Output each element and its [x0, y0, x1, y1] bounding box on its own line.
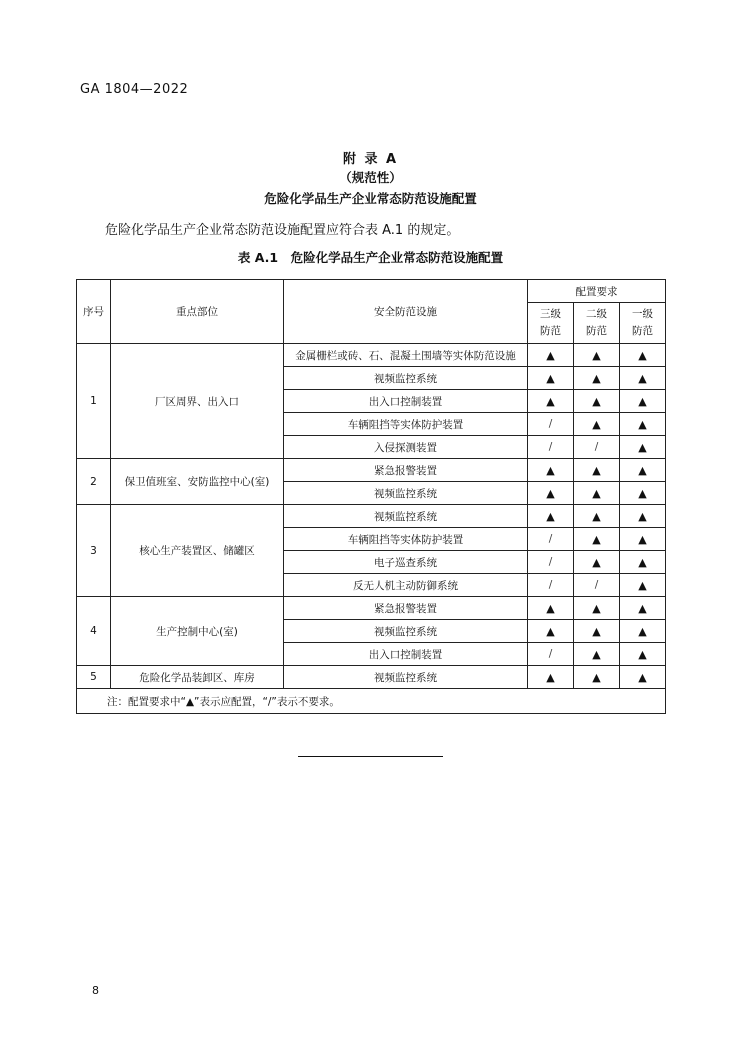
config-mark-l2: ▲ [574, 344, 620, 367]
config-mark-l1: ▲ [620, 505, 666, 528]
config-mark-l2: ▲ [574, 459, 620, 482]
config-mark-l1: ▲ [620, 459, 666, 482]
config-mark-l3: / [528, 643, 574, 666]
intro-paragraph: 危险化学品生产企业常态防范设施配置应符合表 A.1 的规定。 [105, 223, 460, 238]
config-mark-l2: ▲ [574, 620, 620, 643]
config-mark-l3: ▲ [528, 459, 574, 482]
header-seq: 序号 [77, 280, 111, 344]
config-mark-l2: ▲ [574, 390, 620, 413]
table-row [77, 597, 666, 620]
config-mark-l3: ▲ [528, 666, 574, 689]
table-caption: 表 A.1 危险化学品生产企业常态防范设施配置 [237, 250, 504, 265]
config-mark-l3: ▲ [528, 620, 574, 643]
config-mark-l3: / [528, 413, 574, 436]
config-mark-l3: ▲ [528, 482, 574, 505]
config-mark-l1: ▲ [620, 390, 666, 413]
header-location: 重点部位 [111, 280, 284, 344]
header-level1: 一级 防范 [620, 303, 666, 344]
config-mark-l2: ▲ [574, 551, 620, 574]
config-mark-l3: / [528, 551, 574, 574]
row-facility: 紧急报警装置 [284, 459, 528, 482]
config-mark-l2: ▲ [574, 505, 620, 528]
row-facility: 视频监控系统 [284, 482, 528, 505]
config-mark-l2: ▲ [574, 482, 620, 505]
table-row [77, 505, 666, 528]
header-level3: 三级 防范 [528, 303, 574, 344]
config-mark-l1: ▲ [620, 643, 666, 666]
config-mark-l1: ▲ [620, 367, 666, 390]
config-mark-l3: ▲ [528, 390, 574, 413]
row-location: 厂区周界、出入口 [111, 344, 284, 459]
config-mark-l3: / [528, 574, 574, 597]
header-config: 配置要求 [528, 280, 666, 303]
config-mark-l2: ▲ [574, 643, 620, 666]
row-facility: 车辆阻挡等实体防护装置 [284, 528, 528, 551]
config-mark-l2: ▲ [574, 597, 620, 620]
config-mark-l1: ▲ [620, 574, 666, 597]
row-seq: 1 [77, 344, 111, 459]
row-facility: 视频监控系统 [284, 620, 528, 643]
config-mark-l2: ▲ [574, 666, 620, 689]
table-note-row [77, 689, 666, 714]
row-facility: 反无人机主动防御系统 [284, 574, 528, 597]
row-facility: 视频监控系统 [284, 666, 528, 689]
row-location: 生产控制中心(室) [111, 597, 284, 666]
config-mark-l1: ▲ [620, 413, 666, 436]
table-row [77, 666, 666, 689]
row-facility: 车辆阻挡等实体防护装置 [284, 413, 528, 436]
row-seq: 3 [77, 505, 111, 597]
config-mark-l1: ▲ [620, 620, 666, 643]
table-note: 注：配置要求中“▲”表示应配置，“/”表示不要求。 [77, 689, 666, 714]
config-mark-l1: ▲ [620, 528, 666, 551]
end-rule [298, 756, 443, 757]
row-location: 危险化学品装卸区、库房 [111, 666, 284, 689]
config-mark-l1: ▲ [620, 344, 666, 367]
header-facility: 安全防范设施 [284, 280, 528, 344]
config-mark-l2: ▲ [574, 413, 620, 436]
page-number: 8 [92, 984, 99, 997]
header-level2: 二级 防范 [574, 303, 620, 344]
config-mark-l3: / [528, 436, 574, 459]
config-mark-l2: / [574, 436, 620, 459]
config-mark-l3: / [528, 528, 574, 551]
config-mark-l1: ▲ [620, 597, 666, 620]
row-facility: 出入口控制装置 [284, 390, 528, 413]
config-mark-l3: ▲ [528, 597, 574, 620]
config-mark-l1: ▲ [620, 436, 666, 459]
row-facility: 紧急报警装置 [284, 597, 528, 620]
table-row [77, 459, 666, 482]
row-facility: 出入口控制装置 [284, 643, 528, 666]
config-mark-l1: ▲ [620, 482, 666, 505]
config-mark-l2: / [574, 574, 620, 597]
appendix-title: 附 录 A [342, 152, 399, 167]
config-mark-l3: ▲ [528, 344, 574, 367]
config-mark-l2: ▲ [574, 528, 620, 551]
row-location: 核心生产装置区、储罐区 [111, 505, 284, 597]
appendix-name: 危险化学品生产企业常态防范设施配置 [264, 191, 477, 206]
config-mark-l1: ▲ [620, 551, 666, 574]
row-facility: 金属栅栏或砖、石、混凝土围墙等实体防范设施 [284, 344, 528, 367]
row-seq: 4 [77, 597, 111, 666]
row-facility: 视频监控系统 [284, 505, 528, 528]
config-mark-l3: ▲ [528, 367, 574, 390]
appendix-subtitle: （规范性） [339, 170, 402, 185]
config-mark-l1: ▲ [620, 666, 666, 689]
row-facility: 入侵探测装置 [284, 436, 528, 459]
row-facility: 视频监控系统 [284, 367, 528, 390]
row-seq: 5 [77, 666, 111, 689]
row-facility: 电子巡查系统 [284, 551, 528, 574]
config-mark-l3: ▲ [528, 505, 574, 528]
row-location: 保卫值班室、安防监控中心(室) [111, 459, 284, 505]
row-seq: 2 [77, 459, 111, 505]
config-mark-l2: ▲ [574, 367, 620, 390]
table-row [77, 344, 666, 367]
facility-config-table [76, 279, 666, 714]
standard-id: GA 1804—2022 [80, 82, 189, 97]
